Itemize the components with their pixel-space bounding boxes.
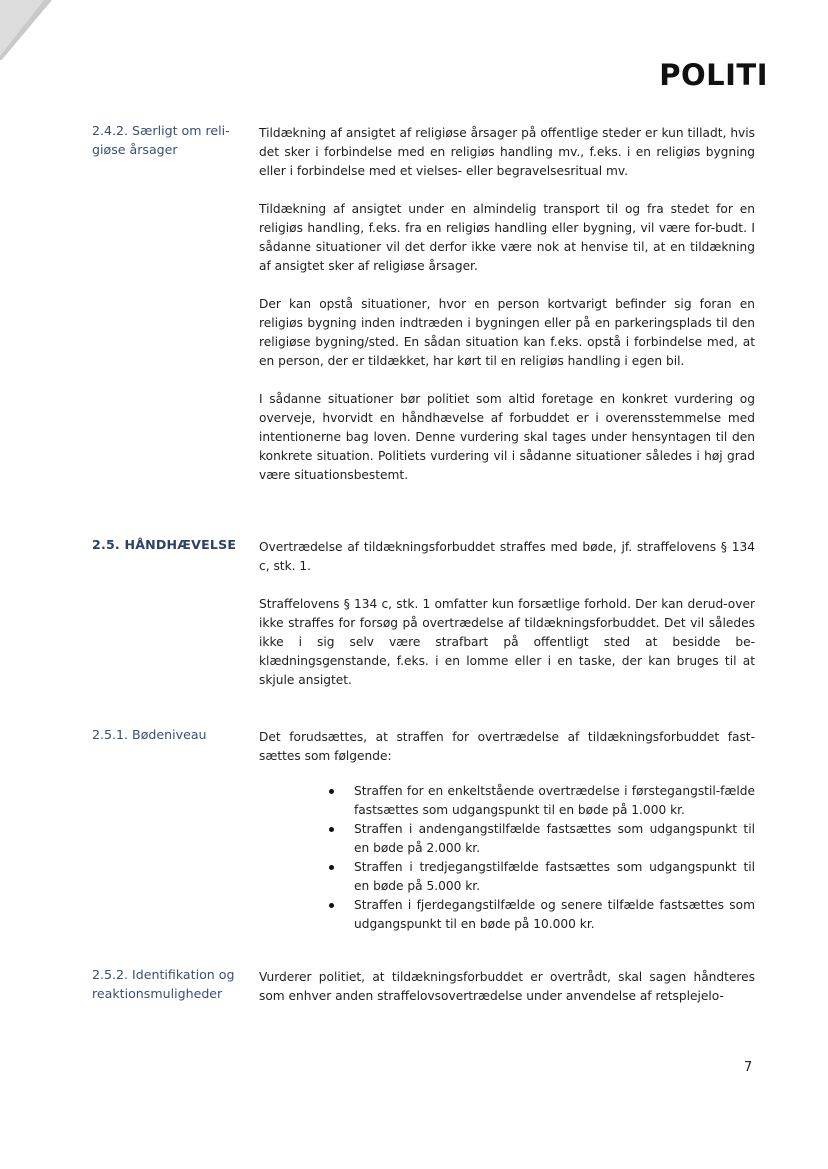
paragraph: Tildækning af ansigtet af religiøse årsager på offentlige steder er kun tilladt, hvis det sker i forbindelse med en religiøs handling mv., f.eks. i en religiøs bygning eller i forbindelse med et vielses- eller begravelsesritual mv.	[259, 126, 755, 178]
page-number: 7	[744, 1060, 753, 1075]
list-item	[329, 858, 755, 896]
section-body-2-5	[259, 538, 755, 709]
bullet-icon	[329, 865, 334, 870]
fine-levels-list	[329, 782, 755, 934]
section-label-2-4-2-text: 2.4.2. Særligt om reli- giøse årsager	[92, 123, 230, 157]
page-corner-fold	[0, 0, 60, 60]
list-item	[329, 896, 755, 934]
section-body-2-5-1	[259, 728, 755, 785]
list-item-text: Straffen i andengangstilfælde fastsættes som udgangspunkt til en bøde på 2.000 kr.	[354, 822, 755, 855]
section-label-2-5-2	[92, 965, 250, 1003]
section-heading-2-5: 2.5. HÅNDHÆVELSE	[92, 537, 237, 552]
paragraph: Straffelovens § 134 c, stk. 1 omfatter kun forsætlige forhold. Der kan derud-over ikke straffes for forsøg på overtrædelse af tildækningsforbuddet. Det vil således ikke i sig selv være strafbart på offentligt sted at besidde be-klædningsgenstande, f.eks. i en lomme eller i en taske, der kan bruges til at skjule ansigtet.	[259, 597, 755, 687]
list-item-text: Straffen i fjerdegangstilfælde og senere tilfælde fastsættes som udgangspunkt til en bøde på 10.000 kr.	[354, 898, 755, 931]
paragraph: Tildækning af ansigtet under en almindelig transport til og fra stedet for en religiøs handling, f.eks. fra en religiøs handling eller bygning, vil være for-budt. I sådanne situationer vil det derfor ikke være nok at henvise til, at en tildækning af ansigtet sker af religiøse årsager.	[259, 202, 755, 273]
bullet-icon	[329, 903, 334, 908]
section-label-2-4-2	[92, 121, 250, 159]
paragraph: Det forudsættes, at straffen for overtrædelse af tildækningsforbuddet fast-sættes som følgende:	[259, 730, 755, 763]
list-item-text: Straffen for en enkeltstående overtrædelse i førstegangstil-fælde fastsættes som udgangspunkt til en bøde på 1.000 kr.	[354, 784, 755, 817]
paragraph: Overtrædelse af tildækningsforbuddet straffes med bøde, jf. straffelovens § 134 c, stk. 1.	[259, 540, 755, 573]
paragraph: Der kan opstå situationer, hvor en person kortvarigt befinder sig foran en religiøs bygning inden indtræden i bygningen eller på en parkeringsplads til den religiøse bygning/sted. En sådan situation kan f.eks. opstå i forbindelse med, at en person, der er tildækket, har kørt til en religiøs handling i egen bil.	[259, 297, 755, 368]
section-body-2-4-2	[259, 124, 755, 504]
paragraph: Vurderer politiet, at tildækningsforbuddet er overtrådt, skal sagen håndteres som enhver anden straffelovsovertrædelse under anvendelse af retsplejelo-	[259, 970, 755, 1003]
list-item	[329, 782, 755, 820]
section-label-2-5-2-text: 2.5.2. Identifikation og reaktionsmuligheder	[92, 967, 235, 1001]
section-label-2-5-1: 2.5.1. Bødeniveau	[92, 727, 207, 742]
section-body-2-5-2	[259, 968, 755, 1025]
list-item-text: Straffen i tredjegangstilfælde fastsættes som udgangspunkt til en bøde på 5.000 kr.	[354, 860, 755, 893]
politi-logo: POLITI	[659, 58, 768, 92]
paragraph: I sådanne situationer bør politiet som altid foretage en konkret vurdering og overveje, hvorvidt en håndhævelse af forbuddet er i overensstemmelse med intentionerne bag loven. Denne vurdering skal tages under hensyntagen til den konkrete situation. Politiets vurdering vil i sådanne situationer således i høj grad være situationsbestemt.	[259, 392, 755, 482]
bullet-icon	[329, 827, 334, 832]
bullet-icon	[329, 789, 334, 794]
list-item	[329, 820, 755, 858]
